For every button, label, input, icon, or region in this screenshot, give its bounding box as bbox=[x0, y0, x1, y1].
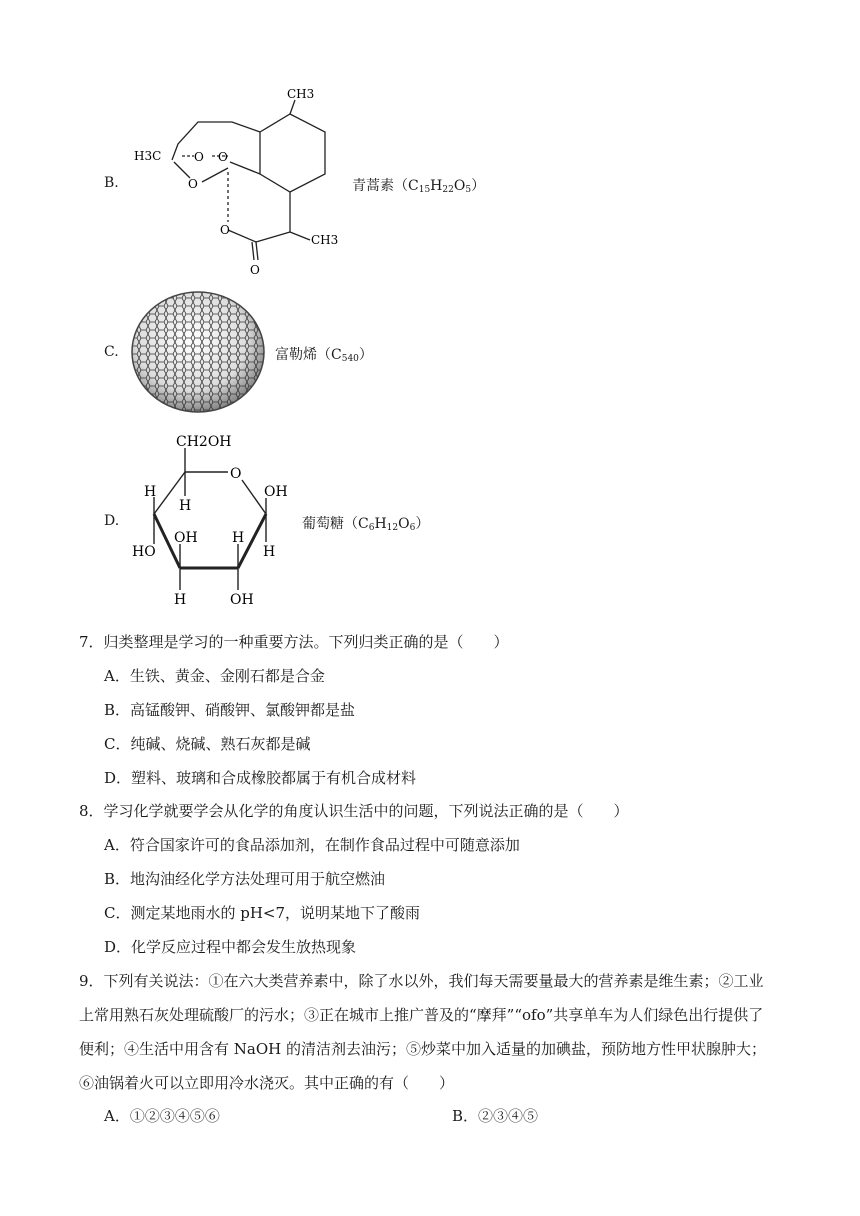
q9-line-3: 便利；④生活中用含有 NaOH 的清洁剂去油污；⑤炒菜中加入适量的加碘盐，预防地方性甲状腺肿大； bbox=[79, 1040, 766, 1058]
ring-o-label: O bbox=[230, 466, 242, 482]
h-label-3: H bbox=[263, 544, 276, 560]
option-d-formula-close: ） bbox=[415, 516, 430, 532]
option-d-sub2: 12 bbox=[386, 523, 399, 533]
h3c-label: H3C bbox=[134, 149, 162, 163]
oh-label-2: OH bbox=[174, 530, 198, 546]
ch3-top-label: CH3 bbox=[287, 87, 315, 101]
option-d-name: 葡萄糖 bbox=[302, 516, 344, 532]
oh-label-1: OH bbox=[264, 484, 288, 500]
option-d-sub3: 6 bbox=[409, 523, 416, 533]
o-label-3: O bbox=[188, 177, 198, 191]
q7-option-a[interactable]: A．生铁、黄金、金刚石都是合金 bbox=[104, 667, 325, 685]
q8-stem: 8．学习化学就要学会从化学的角度认识生活中的问题，下列说法正确的是（ ） bbox=[79, 802, 629, 820]
q7-option-c[interactable]: C．纯碱、烧碱、熟石灰都是碱 bbox=[104, 735, 311, 753]
q7-option-b[interactable]: B．高锰酸钾、硝酸钾、氯酸钾都是盐 bbox=[104, 701, 356, 719]
q8-option-a[interactable]: A．符合国家许可的食品添加剂，在制作食品过程中可随意添加 bbox=[104, 836, 520, 854]
h-label-2: H bbox=[179, 498, 192, 514]
option-d-caption bbox=[302, 513, 429, 533]
option-d-formula-open: （C bbox=[344, 516, 369, 532]
option-b-sub1: 15 bbox=[418, 185, 431, 195]
option-c-name: 富勒烯 bbox=[275, 347, 317, 363]
option-b-formula-close: ） bbox=[471, 178, 486, 194]
q9-option-a[interactable]: A．①②③④⑤⑥ bbox=[104, 1107, 220, 1125]
option-c-formula-open: （C bbox=[317, 347, 342, 363]
glucose-structure bbox=[130, 432, 300, 610]
option-b-caption bbox=[352, 175, 485, 195]
artemisinin-structure bbox=[130, 82, 340, 282]
option-c-formula-close: ） bbox=[358, 347, 373, 363]
option-b-name: 青蒿素 bbox=[352, 178, 394, 194]
ch3-right-label: CH3 bbox=[311, 233, 339, 247]
q8-option-b[interactable]: B．地沟油经化学方法处理可用于航空燃油 bbox=[104, 870, 386, 888]
option-d-letter: D. bbox=[104, 513, 120, 529]
option-c-letter: C. bbox=[104, 344, 119, 360]
option-b-formula-open: （C bbox=[394, 178, 419, 194]
o-label-5: O bbox=[250, 263, 260, 277]
oh-label-3: OH bbox=[230, 592, 254, 608]
q9-line-1: 9．下列有关说法：①在六大类营养素中，除了水以外，我们每天需要量最大的营养素是维生素；②工业 bbox=[79, 972, 764, 990]
option-b-letter: B. bbox=[104, 175, 119, 191]
ho-label: HO bbox=[132, 544, 156, 560]
option-b-mid1: H bbox=[430, 178, 443, 194]
q9-line-2: 上常用熟石灰处理硫酸厂的污水；③正在城市上推广普及的“摩拜”“ofo”共享单车为人们绿色出行提供了 bbox=[79, 1006, 764, 1024]
option-c-sub1: 540 bbox=[341, 354, 359, 364]
q8-option-c[interactable]: C．测定某地雨水的 pH<7，说明某地下了酸雨 bbox=[104, 904, 421, 922]
option-b-sub3: 5 bbox=[465, 185, 472, 195]
h-label-1: H bbox=[144, 484, 157, 500]
o-label-1: O bbox=[194, 150, 204, 164]
q9-option-b[interactable]: B．②③④⑤ bbox=[452, 1107, 539, 1125]
fullerene-image bbox=[130, 290, 270, 416]
option-b-sub2: 22 bbox=[442, 185, 454, 195]
q8-option-d[interactable]: D．化学反应过程中都会发生放热现象 bbox=[104, 938, 357, 956]
q9-line-4: ⑥油锅着火可以立即用冷水浇灭。其中正确的有（ ） bbox=[79, 1074, 455, 1092]
option-c-caption bbox=[275, 344, 373, 364]
q7-option-d[interactable]: D．塑料、玻璃和合成橡胶都属于有机合成材料 bbox=[104, 769, 417, 787]
option-b-mid2: O bbox=[453, 178, 466, 194]
h-label-4: H bbox=[232, 530, 245, 546]
o-label-2: O bbox=[218, 150, 228, 164]
option-d-mid1: H bbox=[374, 516, 387, 532]
ch2oh-label: CH2OH bbox=[176, 434, 232, 450]
q7-stem: 7．归类整理是学习的一种重要方法。下列归类正确的是（ ） bbox=[79, 633, 509, 651]
h-label-5: H bbox=[174, 592, 187, 608]
option-d-mid2: O bbox=[398, 516, 410, 532]
option-d-sub1: 6 bbox=[368, 523, 375, 533]
o-label-4: O bbox=[220, 223, 230, 237]
